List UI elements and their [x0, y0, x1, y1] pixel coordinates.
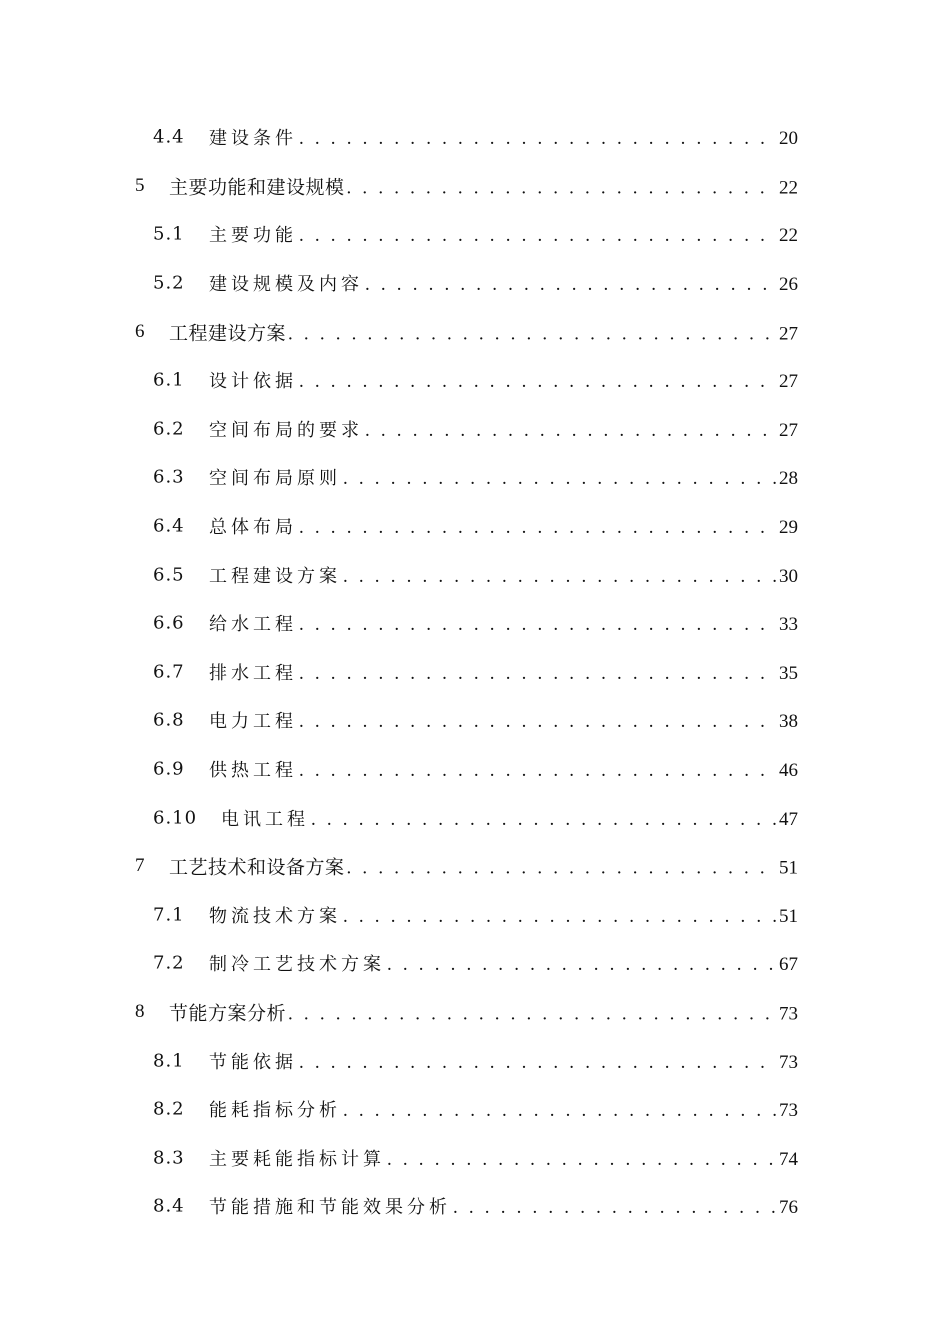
- toc-entry-body: [209, 1193, 798, 1219]
- toc-section-entry[interactable]: [0, 1133, 950, 1182]
- toc-section-entry[interactable]: [0, 1182, 950, 1231]
- toc-entry-page-number: 73: [779, 1051, 798, 1073]
- toc-dot-leader: [299, 711, 777, 733]
- toc-entry-body: [169, 318, 798, 345]
- toc-entry-body: [209, 513, 798, 539]
- toc-entry-title: 供热工程: [209, 760, 297, 782]
- toc-entry-page-number: 51: [779, 905, 798, 927]
- toc-entry-body: [209, 950, 798, 976]
- toc-entry-number: 8.1: [153, 1050, 185, 1072]
- toc-entry-number: 5.2: [153, 272, 185, 294]
- toc-entry-number: 6.7: [153, 661, 185, 683]
- toc-entry-page-number: 76: [779, 1197, 798, 1219]
- toc-entry-title: 工艺技术和设备方案: [169, 856, 345, 879]
- toc-entry-number: 6.4: [153, 515, 185, 537]
- toc-entry-title: 电力工程: [209, 711, 297, 733]
- toc-entry-page-number: 30: [779, 565, 798, 587]
- toc-section-entry[interactable]: [0, 259, 950, 308]
- toc-entry-body: [209, 610, 798, 636]
- toc-entry-number: 6.6: [153, 612, 185, 634]
- toc-entry-body: [169, 172, 798, 199]
- toc-entry-title: 节能依据: [209, 1051, 297, 1073]
- toc-entry-body: [209, 1145, 798, 1171]
- toc-entry-title: 物流技术方案: [209, 905, 341, 927]
- toc-dot-leader: [343, 566, 777, 588]
- toc-entry-title: 制冷工艺技术方案: [209, 954, 385, 976]
- toc-section-entry[interactable]: [0, 1036, 950, 1085]
- toc-entry-title: 工程建设方案: [169, 322, 287, 345]
- toc-entry-title: 能耗指标分析: [209, 1100, 341, 1122]
- toc-entry-title: 主要功能: [209, 225, 297, 247]
- toc-entry-page-number: 73: [779, 1100, 798, 1122]
- toc-chapter-entry[interactable]: [0, 842, 950, 891]
- toc-section-entry[interactable]: [0, 405, 950, 454]
- toc-entry-title: 主要功能和建设规模: [169, 176, 345, 199]
- toc-dot-leader: [288, 1003, 777, 1025]
- toc-entry-body: [209, 221, 798, 247]
- toc-entry-body: [209, 1096, 798, 1122]
- toc-entry-page-number: 46: [779, 760, 798, 782]
- toc-entry-title: 排水工程: [209, 662, 297, 684]
- toc-entry-number: 6.10: [153, 807, 198, 829]
- toc-section-entry[interactable]: [0, 356, 950, 405]
- toc-entry-page-number: 20: [779, 128, 798, 150]
- toc-entry-body: [209, 464, 798, 490]
- toc-entry-number: 7: [135, 855, 145, 877]
- toc-dot-leader: [347, 858, 777, 880]
- toc-entry-number: 6.5: [153, 564, 185, 586]
- toc-entry-page-number: 27: [779, 323, 798, 345]
- table-of-contents: [0, 113, 950, 1231]
- toc-entry-body: [209, 1048, 798, 1074]
- toc-section-entry[interactable]: [0, 1085, 950, 1134]
- toc-entry-page-number: 35: [779, 662, 798, 684]
- toc-entry-page-number: 27: [779, 371, 798, 393]
- toc-dot-leader: [365, 274, 777, 296]
- toc-section-entry[interactable]: [0, 891, 950, 940]
- toc-entry-page-number: 27: [779, 419, 798, 441]
- toc-entry-number: 8.3: [153, 1147, 185, 1169]
- toc-entry-body: [209, 902, 798, 928]
- toc-entry-number: 5: [135, 174, 145, 196]
- toc-entry-page-number: 47: [779, 808, 798, 830]
- toc-entry-title: 节能方案分析: [169, 1002, 287, 1025]
- toc-section-entry[interactable]: [0, 745, 950, 794]
- toc-dot-leader: [311, 809, 777, 831]
- toc-entry-page-number: 22: [779, 177, 798, 199]
- toc-entry-title: 电讯工程: [221, 808, 309, 830]
- toc-entry-page-number: 51: [779, 857, 798, 879]
- toc-dot-leader: [387, 954, 777, 976]
- toc-entry-title: 建设规模及内容: [209, 274, 363, 296]
- toc-dot-leader: [453, 1197, 777, 1219]
- toc-dot-leader: [299, 614, 777, 636]
- toc-entry-number: 6.2: [153, 418, 185, 440]
- toc-dot-leader: [299, 760, 777, 782]
- toc-dot-leader: [299, 128, 777, 150]
- toc-entry-number: 6.9: [153, 758, 185, 780]
- toc-entry-page-number: 28: [779, 468, 798, 490]
- toc-section-entry[interactable]: [0, 696, 950, 745]
- toc-dot-leader: [387, 1149, 777, 1171]
- toc-entry-body: [209, 124, 798, 150]
- toc-entry-body: [209, 756, 798, 782]
- toc-section-entry[interactable]: [0, 210, 950, 259]
- toc-entry-page-number: 38: [779, 711, 798, 733]
- toc-entry-title: 工程建设方案: [209, 565, 341, 587]
- toc-section-entry[interactable]: [0, 453, 950, 502]
- toc-dot-leader: [288, 323, 777, 345]
- toc-entry-title: 空间布局的要求: [209, 419, 363, 441]
- toc-entry-number: 5.1: [153, 223, 185, 245]
- toc-entry-title: 设计依据: [209, 371, 297, 393]
- toc-dot-leader: [343, 906, 777, 928]
- toc-entry-number: 6.3: [153, 466, 185, 488]
- toc-dot-leader: [343, 468, 777, 490]
- toc-entry-number: 7.1: [153, 904, 185, 926]
- toc-entry-title: 给水工程: [209, 614, 297, 636]
- toc-entry-page-number: 29: [779, 517, 798, 539]
- toc-dot-leader: [299, 517, 777, 539]
- toc-entry-body: [209, 707, 798, 733]
- toc-section-entry[interactable]: [0, 550, 950, 599]
- toc-entry-body: [209, 562, 798, 588]
- toc-dot-leader: [299, 663, 777, 685]
- toc-entry-page-number: 67: [779, 954, 798, 976]
- toc-entry-title: 总体布局: [209, 517, 297, 539]
- toc-entry-number: 6.1: [153, 369, 185, 391]
- toc-dot-leader: [343, 1100, 777, 1122]
- toc-entry-page-number: 26: [779, 274, 798, 296]
- toc-entry-number: 8.4: [153, 1195, 185, 1217]
- toc-entry-body: [209, 270, 798, 296]
- toc-entry-number: 6: [135, 320, 145, 342]
- toc-chapter-entry[interactable]: [0, 162, 950, 211]
- toc-entry-body: [209, 659, 798, 685]
- toc-entry-page-number: 22: [779, 225, 798, 247]
- toc-entry-body: [221, 805, 798, 831]
- toc-dot-leader: [347, 177, 777, 199]
- toc-entry-title: 节能措施和节能效果分析: [209, 1197, 451, 1219]
- toc-dot-leader: [299, 225, 777, 247]
- toc-chapter-entry[interactable]: [0, 307, 950, 356]
- toc-entry-title: 空间布局原则: [209, 468, 341, 490]
- toc-entry-number: 7.2: [153, 952, 185, 974]
- toc-section-entry[interactable]: [0, 648, 950, 697]
- toc-section-entry[interactable]: [0, 599, 950, 648]
- toc-entry-page-number: 73: [779, 1003, 798, 1025]
- toc-section-entry[interactable]: [0, 502, 950, 551]
- toc-dot-leader: [365, 420, 777, 442]
- toc-entry-number: 4.4: [153, 126, 185, 148]
- toc-section-entry[interactable]: [0, 113, 950, 162]
- toc-entry-number: 8: [135, 1000, 145, 1022]
- toc-section-entry[interactable]: [0, 939, 950, 988]
- toc-entry-page-number: 33: [779, 614, 798, 636]
- toc-entry-number: 8.2: [153, 1098, 185, 1120]
- toc-entry-body: [169, 998, 798, 1025]
- toc-entry-title: 主要耗能指标计算: [209, 1148, 385, 1170]
- toc-dot-leader: [299, 1052, 777, 1074]
- toc-entry-title: 建设条件: [209, 128, 297, 150]
- toc-entry-page-number: 74: [779, 1148, 798, 1170]
- toc-entry-body: [209, 416, 798, 442]
- toc-dot-leader: [299, 371, 777, 393]
- toc-entry-body: [209, 367, 798, 393]
- toc-entry-number: 6.8: [153, 709, 185, 731]
- toc-entry-body: [169, 853, 798, 880]
- toc-section-entry[interactable]: [0, 793, 950, 842]
- toc-chapter-entry[interactable]: [0, 988, 950, 1037]
